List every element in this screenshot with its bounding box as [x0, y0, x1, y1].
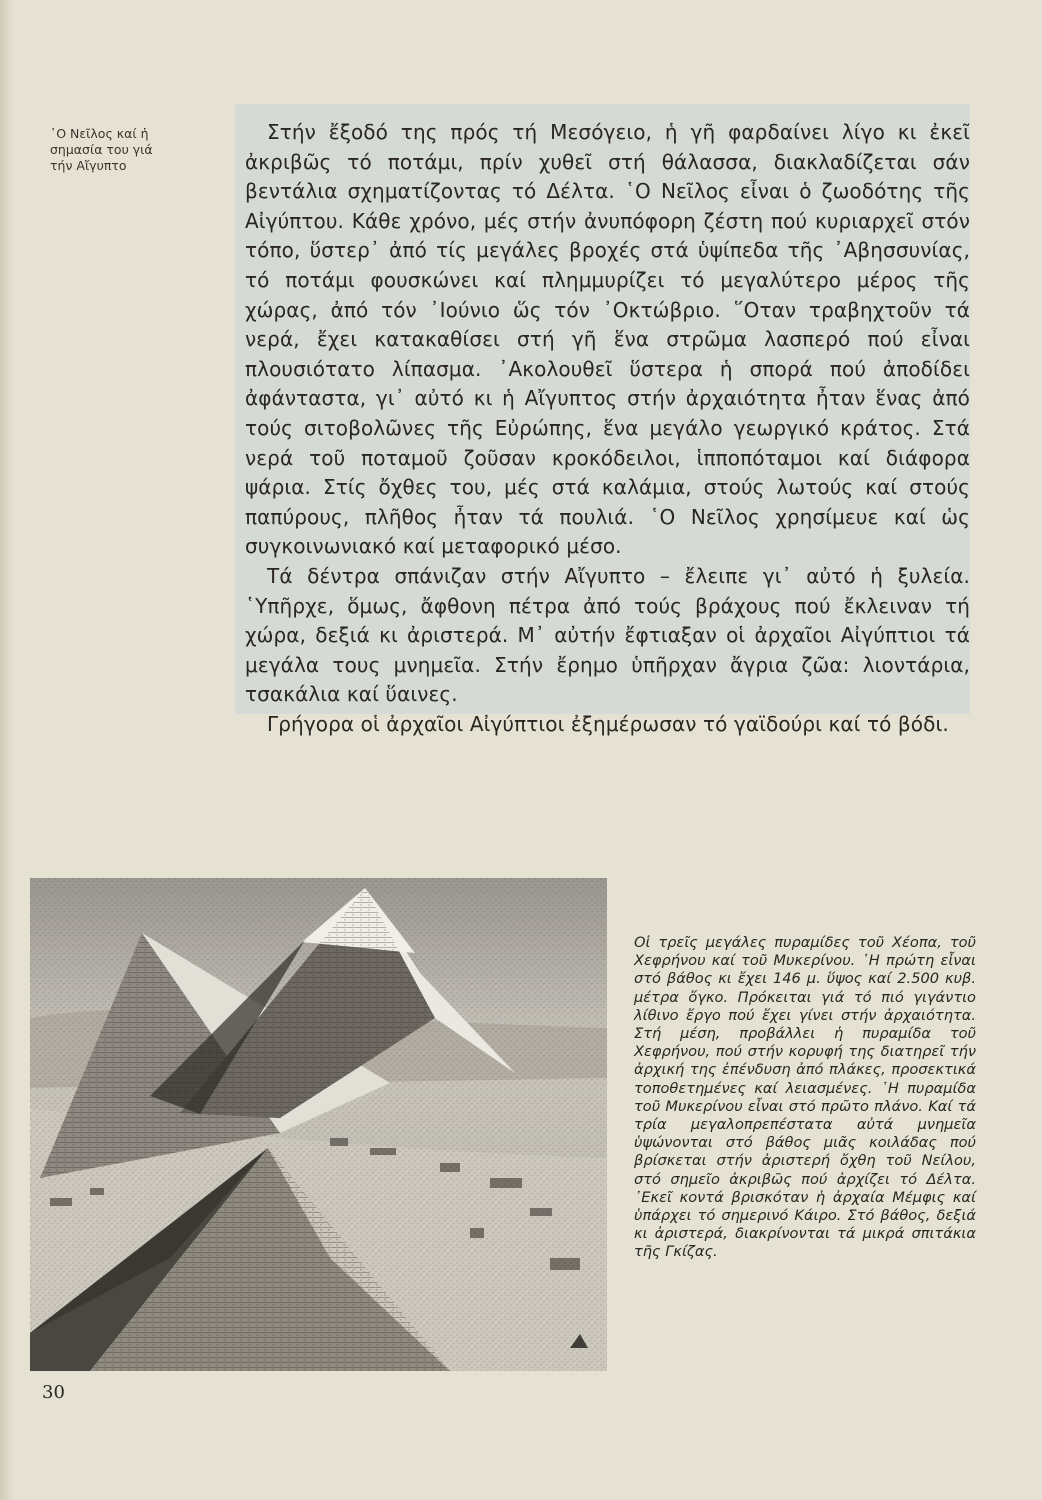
page-edge — [0, 0, 14, 1500]
body-paragraph-3: Γρήγορα οἱ ἀρχαῖοι Αἰγύπτιοι ἐξημέρωσαν τό γαϊδούρι καί τό βόδι. — [267, 711, 949, 736]
pyramids-photo — [30, 878, 607, 1371]
main-text-block — [245, 118, 970, 739]
body-paragraph-2: Τά δέντρα σπάνιζαν στήν Αἴγυπτο – ἔλειπε γι᾿ αὐτό ἡ ξυλεία. ῾Υπῆρχε, ὅμως, ἄφθονη πέτρα ἀπό τούς βράχους πού ἔκλειναν τή χώρα, δεξιά κι ἀριστερά. Μ᾿ αὐτήν ἔφτιαξαν οἱ ἀρχαῖοι Αἰγύπτιοι τά μεγάλα τους μνημεῖα. Στήν ἔρημο ὑπῆρχαν ἄγρια ζῶα: λιοντάρια, τσακάλια καί ὕαινες. — [245, 563, 970, 707]
margin-note: ᾿Ο Νεῖλος καί ἡ σημασία του γιά τήν Αἴγυπτο — [50, 126, 153, 173]
photo-caption: Οἱ τρεῖς μεγάλες πυραμίδες τοῦ Χέοπα, τοῦ Χεφρήνου καί τοῦ Μυκερίνου. ῾Η πρώτη εἶναι στό βάθος κι ἔχει 146 μ. ὕψος καί 2.500 κυβ. μέτρα ὄγκο. Πρόκειται γιά τό πιό γιγάντιο λίθινο ἔργο πού ἔχει γίνει στήν ἀρχαιότητα. Στή μέση, προβάλλει ἡ πυραμίδα τοῦ Χεφρήνου, πού στήν κορυφή της διατηρεῖ τήν ἀρχική της ἐπένδυση ἀπό πλάκες, προσεκτικά τοποθετημένες καί λειασμένες. ῾Η πυραμίδα τοῦ Μυκερίνου εἶναι στό πρῶτο πλάνο. Καί τά τρία μεγαλοπρεπέστατα αὐτά μνημεῖα ὑψώνονται στό βάθος μιᾶς κοιλάδας πού βρίσκεται στήν ἀριστερή ὄχθη τοῦ Νείλου, στό σημεῖο ἀκριβῶς πού ἀρχίζει τό Δέλτα. ᾿Εκεῖ κοντά βρισκόταν ἡ ἀρχαία Μέμφις καί ὑπάρχει τό σημερινό Κάιρο. Στό βάθος, δεξιά κι ἀριστερά, διακρίνονται τά μικρά σπιτάκια τῆς Γκίζας. — [634, 934, 976, 1261]
page-number: 30 — [42, 1382, 65, 1403]
body-paragraph-1: Στήν ἔξοδό της πρός τή Μεσόγειο, ἡ γῆ φαρδαίνει λίγο κι ἐκεῖ ἀκριβῶς τό ποτάμι, πρίν χυθεῖ στή θάλασσα, διακλαδίζεται σάν βεντάλια σχηματίζοντας τό Δέλτα. ῾Ο Νεῖλος εἶναι ὁ ζωοδότης τῆς Αἰγύπτου. Κάθε χρόνο, μές στήν ἀνυπόφορη ζέστη πού κυριαρχεῖ στόν τόπο, ὕστερ᾿ ἀπό τίς μεγάλες βροχές στά ὑψίπεδα τῆς ᾿Αβησσυνίας, τό ποτάμι φουσκώνει καί πλημμυρίζει τό μεγαλύτερο μέρος τῆς χώρας, ἀπό τόν ᾿Ιούνιο ὥς τόν ᾿Οκτώβριο. ῞Οταν τραβηχτοῦν τά νερά, ἔχει κατακαθίσει στή γῆ ἕνα στρῶμα λασπερό πού εἶναι πλουσιότατο λίπασμα. ᾿Ακολουθεῖ ὕστερα ἡ σπορά πού ἀποδίδει ἀφάνταστα, γι᾿ αὐτό κι ἡ Αἴγυπτος στήν ἀρχαιότητα ἦταν ἕνας ἀπό τούς σιτοβολῶνες τῆς Εὐρώπης, ἕνα μεγάλο γεωργικό κράτος. Στά νερά τοῦ ποταμοῦ ζοῦσαν κροκόδειλοι, ἱπποπόταμοι καί διάφορα ψάρια. Στίς ὄχθες του, μές στά καλάμια, στούς λωτούς καί στούς παπύρους, πλῆθος ἦταν τά πουλιά. ῾Ο Νεῖλος χρησίμευε καί ὡς συγκοινωνιακό καί μεταφορικό μέσο. — [245, 120, 970, 559]
pyramids-illustration — [30, 878, 607, 1371]
